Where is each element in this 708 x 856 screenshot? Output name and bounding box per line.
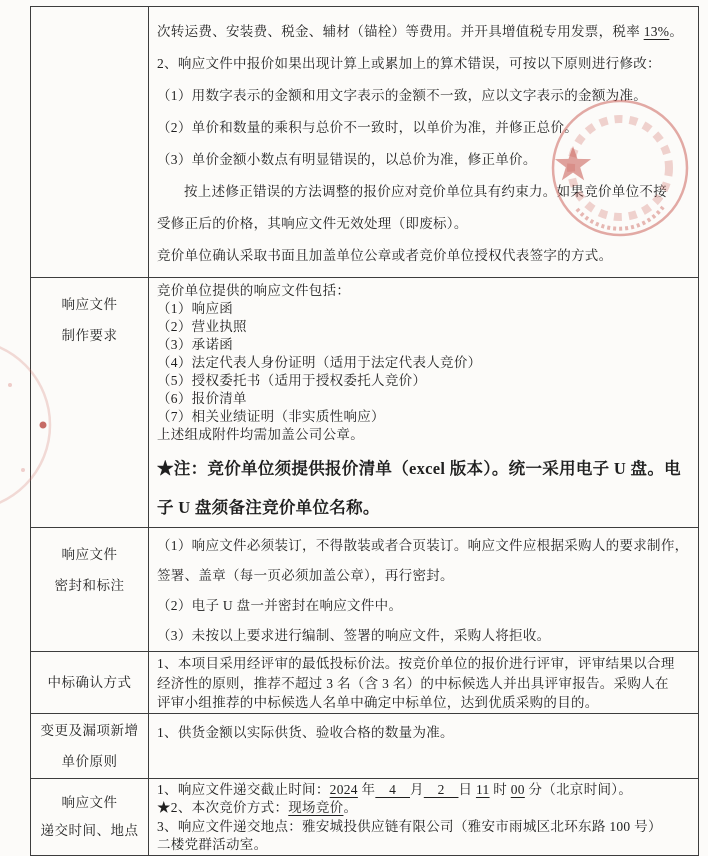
response-doc-list	[157, 282, 695, 444]
text-line	[157, 372, 695, 390]
text-segment: 受修正后的价格，其响应文件无效处理（即废标）。	[157, 216, 468, 231]
underlined-text: 4	[375, 781, 410, 797]
text-line	[157, 426, 695, 444]
text-segment: 次转运费、安装费、税金、辅材（锚栓）等费用。并开具增值税专用发票，税率	[157, 24, 644, 39]
text-line	[157, 176, 695, 208]
text-segment: （3）承诺函	[157, 337, 234, 352]
text-line	[157, 693, 695, 713]
text-segment: 3、响应文件递交地点：雅安城投供应链有限公司（雅安市雨城区北环东路 100 号）	[157, 818, 662, 834]
text-line	[157, 408, 695, 426]
text-segment: 二楼党群活动室。	[157, 837, 268, 852]
red-ink-speckle	[21, 468, 25, 472]
text-segment: （4）法定代表人身份证明（适用于法定代表人竞价）	[157, 355, 482, 370]
row-content	[149, 278, 699, 528]
row-label-line: 递交时间、地点	[40, 822, 139, 838]
text-segment: 竞价单位提供的响应文件包括：	[157, 283, 351, 298]
text-line	[157, 781, 695, 800]
text-segment: （3）未按以上要求进行编制、签署的响应文件，采购人将拒收。	[157, 628, 551, 643]
text-segment: 月	[410, 781, 424, 797]
text-line	[157, 318, 695, 336]
text-segment: （1）用数字表示的金额和用文字表示的金额不一致，应以文字表示的金额为准。	[157, 88, 648, 103]
text-line	[157, 531, 695, 561]
text-segment: （1）响应函	[157, 301, 234, 316]
red-ink-speckle	[8, 383, 12, 387]
text-segment: 2、响应文件中报价如果出现计算上或累加上的算术错误，可按以下原则进行修改：	[157, 56, 661, 71]
text-segment: 。	[343, 800, 358, 815]
row-label-line: 响应文件	[61, 547, 118, 562]
text-segment: 。	[669, 24, 684, 39]
row-content	[149, 7, 699, 278]
row-award-confirmation	[31, 652, 699, 714]
text-segment: ★注：竞价单位须提供报价清单（excel 版本）。统一采用电子 U 盘。电	[157, 459, 681, 478]
text-line	[157, 390, 695, 408]
row-content	[149, 528, 699, 652]
text-segment: 竞价单位确认采取书面且加盖单位公章或者竞价单位授权代表签字的方式。	[157, 248, 613, 263]
text-segment: 日	[458, 781, 476, 797]
row-content	[149, 778, 699, 855]
text-segment: 签署、盖章（每一页必须加盖公章），再行密封。	[157, 568, 454, 583]
row-label-line: 密封和标注	[54, 578, 125, 593]
text-segment: 子 U 盘须备注竞价单位名称。	[157, 498, 380, 517]
text-line	[157, 112, 695, 144]
text-line	[157, 591, 695, 621]
text-segment: 年	[357, 781, 376, 797]
text-line	[157, 300, 695, 318]
text-segment: 1、供货金额以实际供货、验收合格的数量为准。	[157, 724, 454, 740]
text-segment: 按上述修正错误的方法调整的报价应对竞价单位具有约束力。如果竞价单位不接	[184, 184, 667, 199]
row-label	[31, 528, 149, 652]
text-line	[157, 449, 695, 488]
row-label	[31, 278, 149, 528]
row-response-doc-sealing	[31, 528, 699, 652]
row-label-empty	[31, 7, 149, 278]
text-segment: （2）单价和数量的乘积与总价不一致时，以单价为准，并修正总价。	[157, 120, 579, 135]
text-line	[157, 48, 695, 80]
text-line	[157, 208, 695, 240]
text-line	[157, 336, 695, 354]
text-line	[157, 818, 695, 837]
text-segment: 评审小组推荐的中标候选人名单中确定中标单位，达到优质采购的目的。	[157, 695, 599, 710]
text-segment: 1、本项目采用经评审的最低投标价法。按竞价单位的报价进行评审，评审结果以合理	[157, 656, 675, 671]
row-submission-time-location	[31, 778, 699, 855]
text-segment: （2）营业执照	[157, 319, 247, 334]
text-line	[157, 144, 695, 176]
text-line	[157, 836, 695, 855]
row-label-line: 响应文件	[61, 794, 118, 810]
row-label	[31, 652, 149, 714]
row-label-line: 单价原则	[61, 753, 118, 769]
row-change-omission-pricing	[31, 713, 699, 778]
text-segment: （7）相关业绩证明（非实质性响应）	[157, 409, 385, 424]
text-line	[157, 354, 695, 372]
row-label	[31, 713, 149, 778]
text-segment: 上述组成附件均需加盖公司公章。	[157, 427, 364, 442]
text-segment: 1、响应文件递交截止时间：	[157, 781, 330, 797]
text-line	[157, 80, 695, 112]
row-price-correction-rules	[31, 7, 699, 278]
text-line	[157, 282, 695, 300]
text-line	[157, 561, 695, 591]
row-label-line: 制作要求	[61, 328, 118, 343]
text-line	[157, 16, 695, 48]
underlined-text: 2024	[329, 781, 358, 797]
bold-note	[157, 449, 695, 527]
text-segment: （1）响应文件必须装订，不得散装或者合页装订。响应文件应根据采购人的要求制作，	[157, 538, 689, 553]
row-response-doc-preparation	[31, 278, 699, 528]
text-segment: 时	[489, 781, 511, 797]
text-line	[157, 799, 695, 818]
row-label-line: 变更及漏项新增	[40, 722, 139, 738]
text-line	[157, 723, 695, 743]
text-line	[157, 674, 695, 694]
text-segment: （6）报价清单	[157, 391, 247, 406]
row-content	[149, 652, 699, 714]
text-line	[157, 654, 695, 674]
text-segment: ★2、本次竞价方式：	[157, 800, 289, 815]
underlined-text: 13%	[643, 24, 670, 39]
text-segment: 经济性的原则，推荐不超过 3 名（含 3 名）的中标候选人并出具评审报告。采购人在	[157, 675, 669, 691]
underlined-text: 现场竞价	[288, 800, 344, 815]
underlined-text: 00	[510, 781, 525, 797]
text-segment: （5）授权委托书（适用于授权委托人竞价）	[157, 373, 427, 388]
text-segment: （3）单价金额小数点有明显错误的，以总价为准，修正单价。	[157, 152, 537, 167]
text-line	[157, 488, 695, 527]
row-label-line: 响应文件	[61, 297, 118, 312]
row-label	[31, 778, 149, 855]
text-line	[157, 621, 695, 651]
requirements-table	[30, 6, 699, 856]
text-line	[157, 240, 695, 272]
row-content	[149, 713, 699, 778]
underlined-text: 11	[475, 781, 490, 797]
underlined-text: 2	[423, 781, 459, 797]
text-segment: 分（北京时间）。	[524, 781, 633, 797]
row-label-line: 中标确认方式	[47, 674, 132, 690]
text-segment: （2）电子 U 盘一并密封在响应文件中。	[157, 598, 403, 613]
